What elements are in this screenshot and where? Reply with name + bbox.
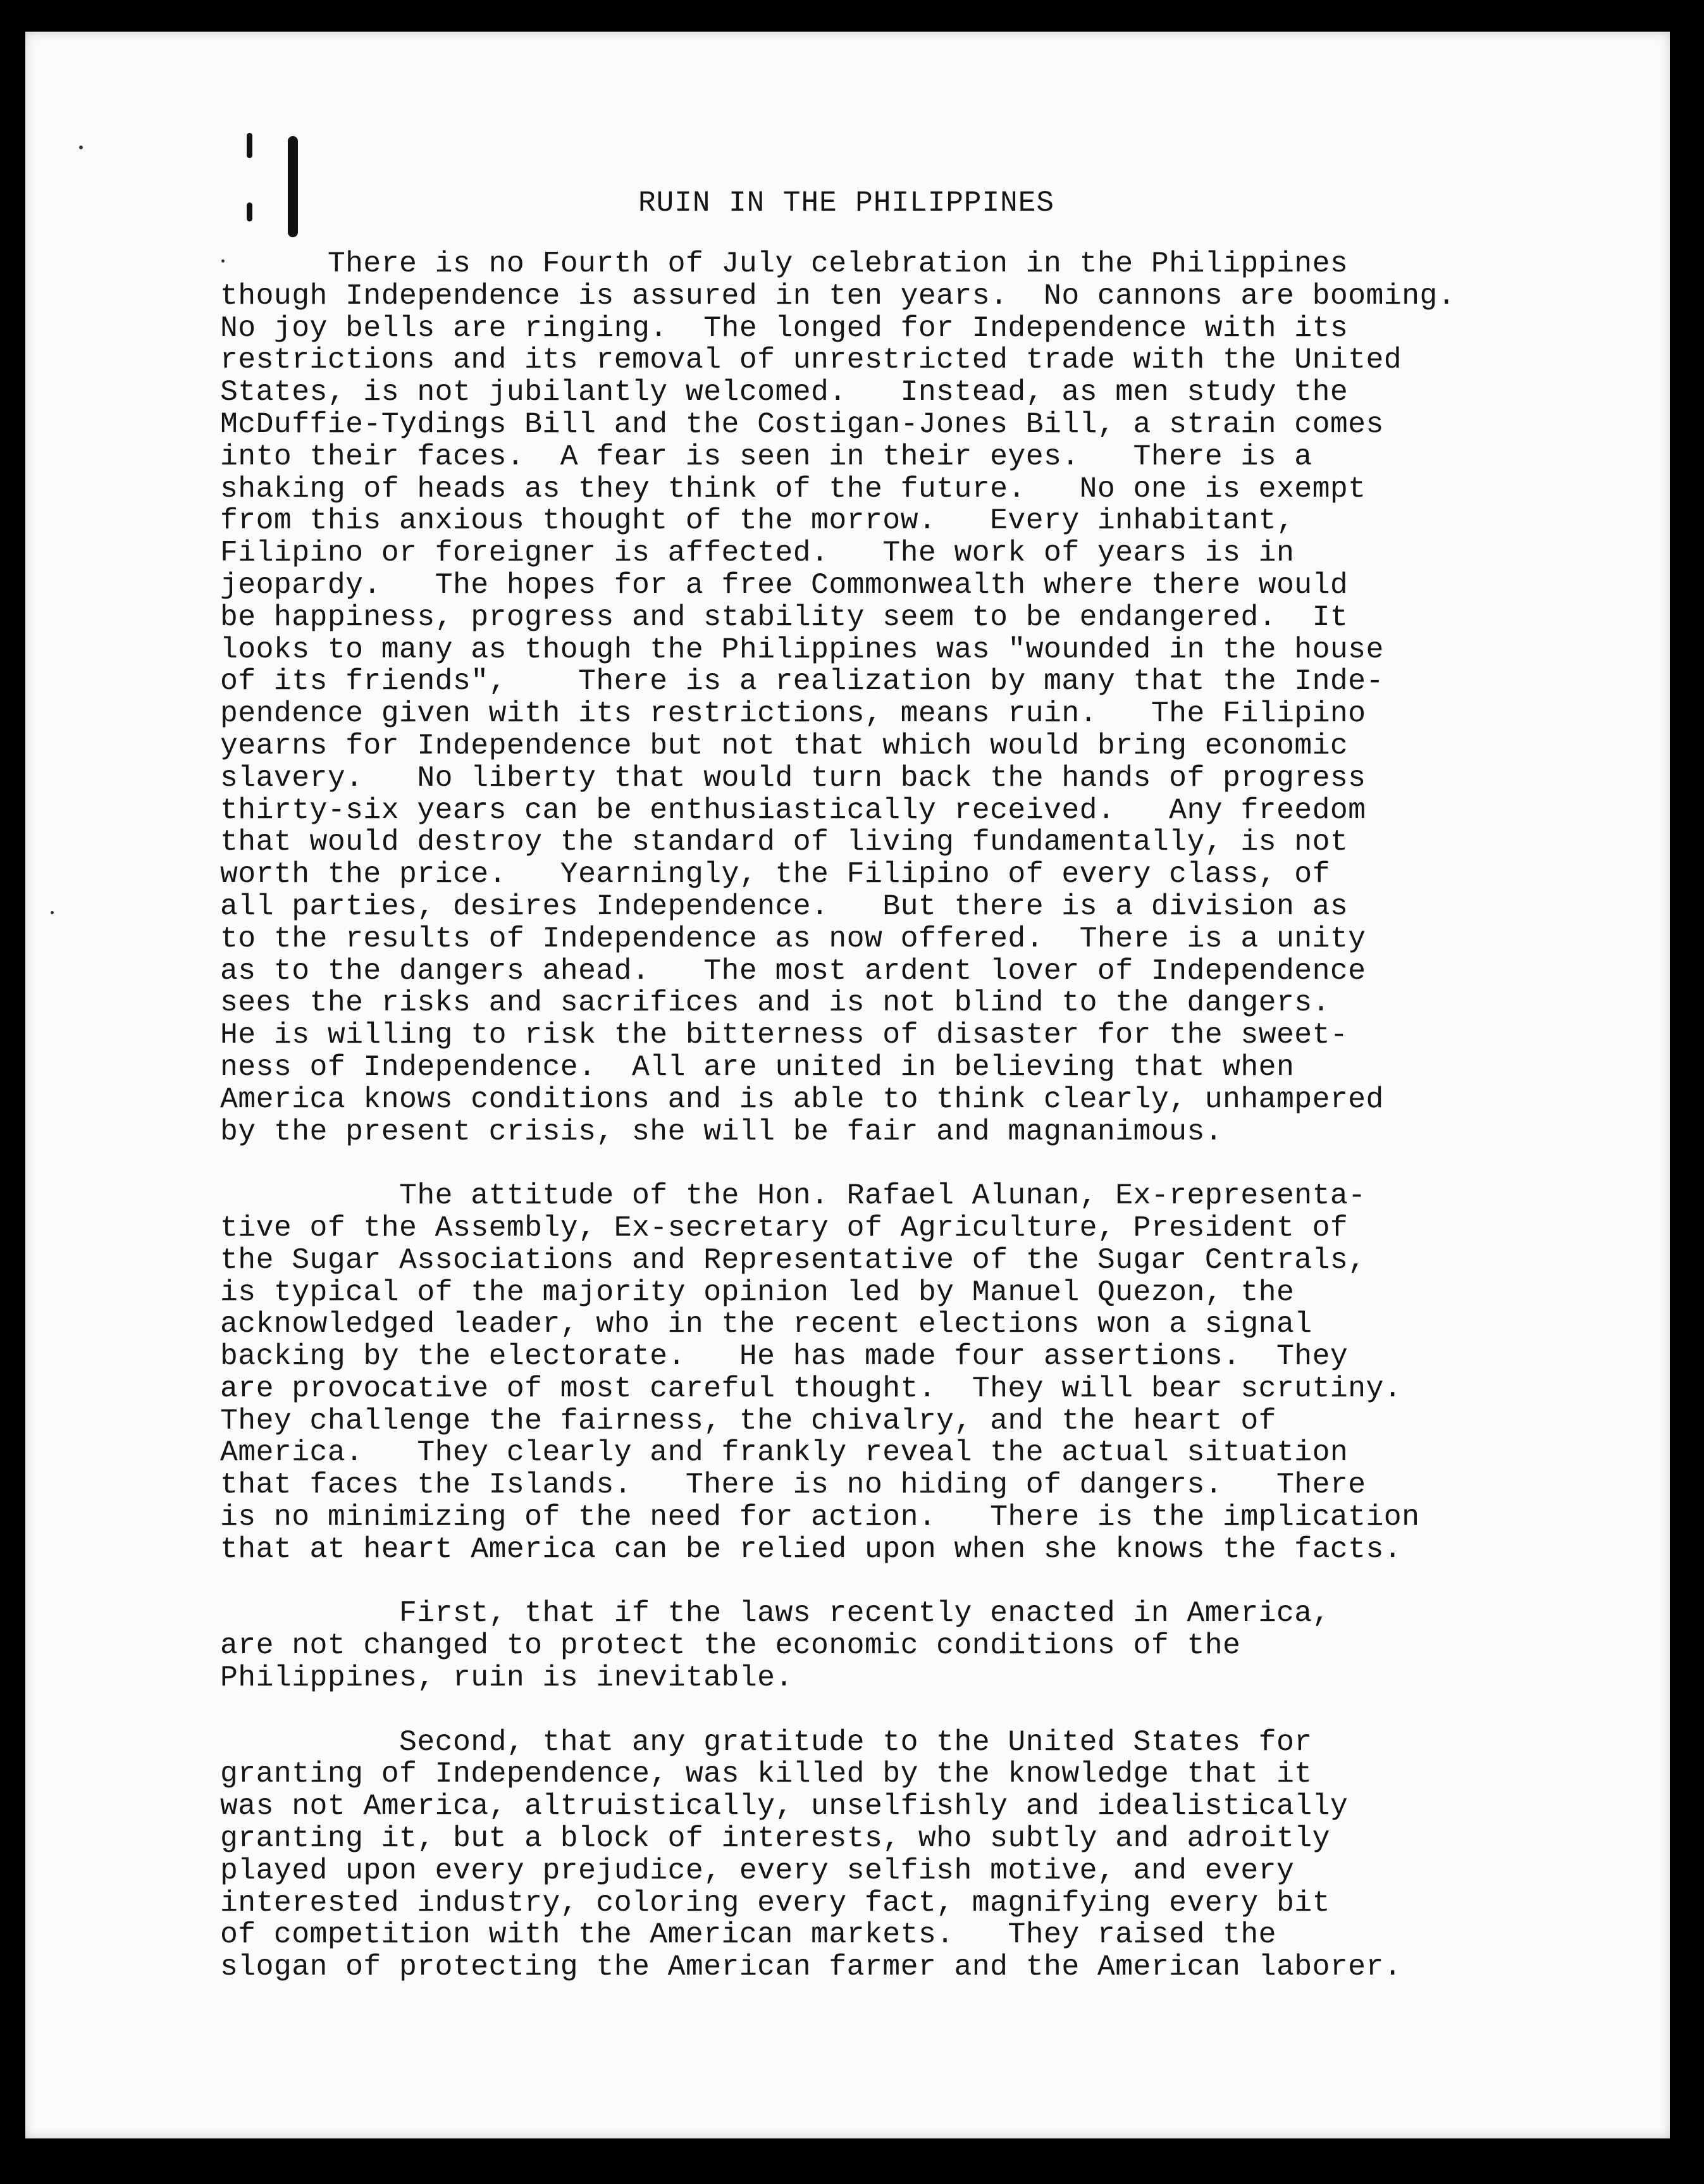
text-line: slavery. No liberty that would turn back the hands of progress	[220, 760, 1366, 795]
text-line: No joy bells are ringing. The longed for Independence with its	[220, 311, 1349, 345]
text-line: interested industry, coloring every fact, magnifying every bit	[220, 1885, 1330, 1920]
text-line: pendence given with its restrictions, means ruin. The Filipino	[220, 697, 1366, 731]
text-line: The attitude of the Hon. Rafael Alunan, Ex-representa-	[220, 1179, 1366, 1213]
paragraph-1	[220, 248, 1542, 1148]
binder-mark	[247, 133, 252, 158]
text-line: States, is not jubilantly welcomed. Instead, as men study the	[220, 375, 1349, 409]
paper-speck	[79, 146, 83, 149]
text-line: America knows conditions and is able to think clearly, unhampered	[220, 1082, 1384, 1116]
paragraph-gap	[220, 1694, 1542, 1727]
text-line: be happiness, progress and stability seem to be endangered. It	[220, 600, 1349, 634]
paragraph-3	[220, 1598, 1542, 1694]
text-line: worth the price. Yearningly, the Filipino of every class, of	[220, 857, 1330, 891]
text-line: was not America, altruistically, unselfishly and idealistically	[220, 1789, 1349, 1823]
text-line: are provocative of most careful thought. They will bear scrutiny.	[220, 1371, 1402, 1405]
text-line: from this anxious thought of the morrow. Every inhabitant,	[220, 504, 1295, 538]
text-line: jeopardy. The hopes for a free Commonwealth where there would	[220, 568, 1349, 602]
text-line: are not changed to protect the economic conditions of the	[220, 1629, 1241, 1663]
document-body	[220, 183, 1542, 1983]
text-line: slogan of protecting the American farmer and the American laborer.	[220, 1950, 1402, 1984]
paragraph-gap	[220, 1566, 1542, 1598]
text-line: thirty-six years can be enthusiastically received. Any freedom	[220, 793, 1366, 827]
text-line: tive of the Assembly, Ex-secretary of Agriculture, President of	[220, 1210, 1349, 1244]
text-line: of competition with the American markets. They raised the	[220, 1918, 1276, 1952]
text-line: that at heart America can be relied upon when she knows the facts.	[220, 1532, 1402, 1566]
text-line: backing by the electorate. He has made four assertions. They	[220, 1339, 1349, 1374]
text-line: granting it, but a block of interests, who subtly and adroitly	[220, 1821, 1330, 1856]
text-line: restrictions and its removal of unrestricted trade with the United	[220, 343, 1402, 377]
text-line: as to the dangers ahead. The most ardent lover of Independence	[220, 953, 1366, 988]
paragraph-gap	[220, 1148, 1542, 1180]
text-line: played upon every prejudice, every selfish motive, and every	[220, 1853, 1295, 1887]
text-line: There is no Fourth of July celebration in the Philippines	[220, 247, 1349, 280]
text-line: yearns for Independence but not that which would bring economic	[220, 728, 1349, 762]
text-line: that faces the Islands. There is no hiding of dangers. There	[220, 1468, 1366, 1502]
text-line: McDuffie-Tydings Bill and the Costigan-Jones Bill, a strain comes	[220, 407, 1384, 441]
text-line: He is willing to risk the bitterness of disaster for the sweet-	[220, 1018, 1349, 1052]
paper-speck	[51, 911, 54, 914]
text-line: that would destroy the standard of living fundamentally, is not	[220, 825, 1349, 859]
paragraph-4	[220, 1727, 1542, 1983]
text-line: Philippines, ruin is inevitable.	[220, 1661, 793, 1695]
text-line: all parties, desires Independence. But there is a division as	[220, 889, 1349, 923]
text-line: Second, that any gratitude to the United States for	[220, 1725, 1312, 1759]
text-line: sees the risks and sacrifices and is not blind to the dangers.	[220, 986, 1330, 1020]
text-line: into their faces. A fear is seen in their eyes. There is a	[220, 439, 1312, 473]
text-line: granting of Independence, was killed by the knowledge that it	[220, 1757, 1312, 1791]
text-line: First, that if the laws recently enacted in America,	[220, 1596, 1330, 1630]
text-line: by the present crisis, she will be fair and magnanimous.	[220, 1114, 1223, 1148]
text-line: though Independence is assured in ten years. No cannons are booming.	[220, 278, 1456, 313]
text-line: ness of Independence. All are united in believing that when	[220, 1050, 1295, 1084]
text-line: They challenge the fairness, the chivalry, and the heart of	[220, 1403, 1276, 1437]
text-line: the Sugar Associations and Representative of the Sugar Centrals,	[220, 1243, 1366, 1277]
text-line: of its friends", There is a realization by many that the Inde-	[220, 664, 1384, 698]
text-line: acknowledged leader, who in the recent elections won a signal	[220, 1307, 1312, 1341]
paragraph-2	[220, 1180, 1542, 1566]
text-line: looks to many as though the Philippines was "wounded in the house	[220, 632, 1384, 666]
text-line: shaking of heads as they think of the future. No one is exempt	[220, 471, 1366, 506]
text-line: to the results of Independence as now offered. There is a unity	[220, 921, 1366, 955]
text-line: is no minimizing of the need for action. There is the implication	[220, 1500, 1420, 1534]
page-title: RUIN IN THE PHILIPPINES	[638, 187, 1054, 220]
text-line: Filipino or foreigner is affected. The work of years is in	[220, 536, 1295, 570]
text-line: is typical of the majority opinion led by Manuel Quezon, the	[220, 1275, 1295, 1309]
text-line: America. They clearly and frankly reveal the actual situation	[220, 1436, 1349, 1470]
